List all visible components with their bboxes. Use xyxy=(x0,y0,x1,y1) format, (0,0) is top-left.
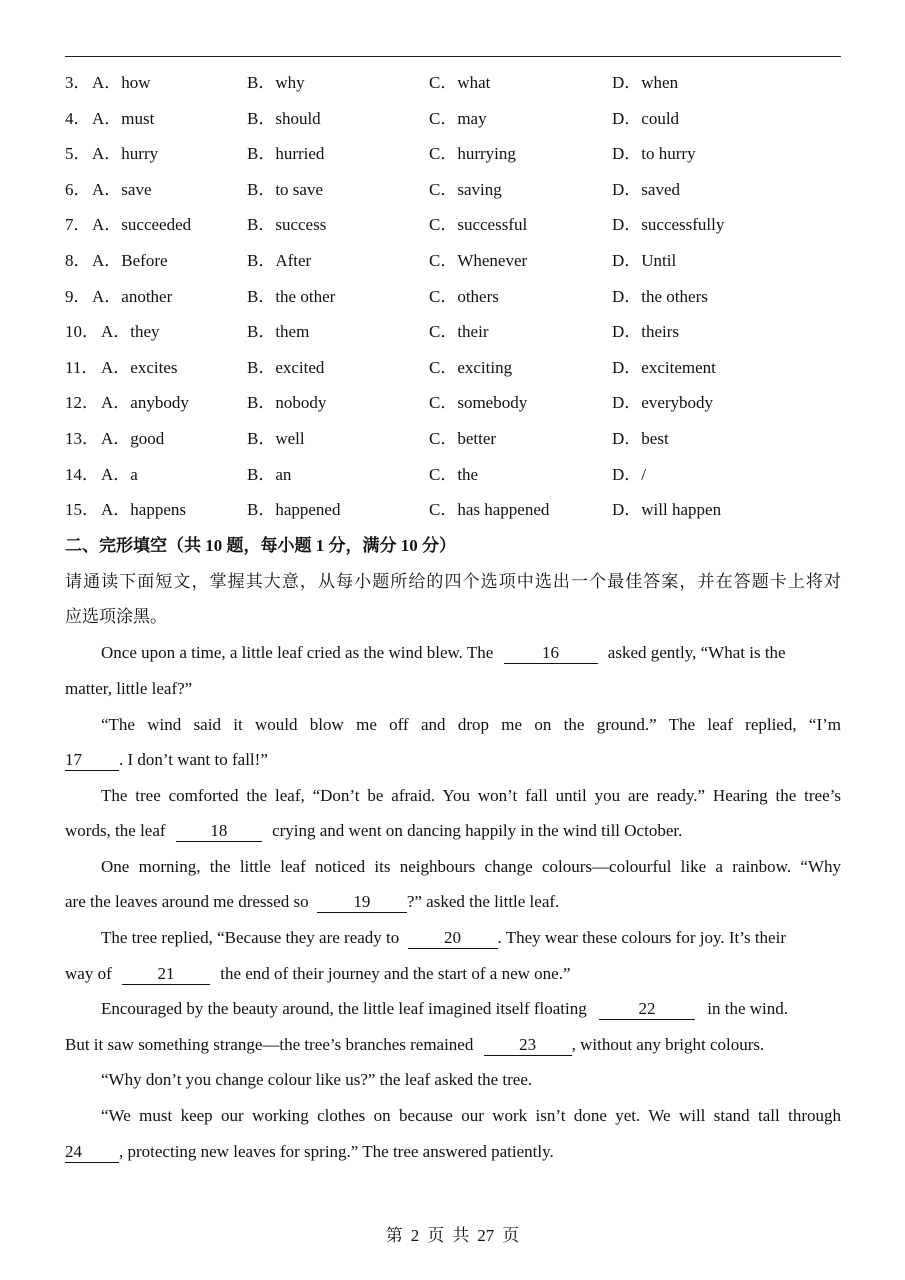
passage-text: asked gently, “What is the xyxy=(607,643,786,662)
question-number: 15． xyxy=(65,500,99,520)
passage-line: The tree comforted the leaf, “Don’t be afraid. You won’t fall until you are ready.” Hearing the tree’s xyxy=(101,786,841,805)
passage-text: in the wind. xyxy=(707,999,789,1018)
option-d: D．theirs xyxy=(612,322,680,342)
passage-line: matter, little leaf?” xyxy=(65,679,193,698)
blank-16: 16 xyxy=(504,643,598,664)
passage-text: Once upon a time, a little leaf cried as the wind blew. The xyxy=(101,643,494,662)
question-row xyxy=(65,463,845,487)
option-a: A．how xyxy=(92,73,151,92)
blank-20: 20 xyxy=(408,928,498,949)
passage-text: The tree replied, “Because they are ready to xyxy=(101,928,400,947)
passage-line xyxy=(65,962,841,986)
passage-text: crying and went on dancing happily in the wind till October. xyxy=(272,821,683,840)
question-row xyxy=(65,249,845,273)
question-row xyxy=(65,285,845,309)
option-c: C．better xyxy=(429,429,497,448)
header-rule xyxy=(65,56,841,57)
option-b: B．excited xyxy=(247,357,325,377)
option-c: C．successful xyxy=(429,215,528,235)
footer-text: 共 xyxy=(452,1226,470,1245)
passage-line xyxy=(65,926,841,950)
question-row xyxy=(65,71,845,95)
footer-text: 页 xyxy=(502,1226,520,1245)
option-d: D．could xyxy=(612,108,680,128)
option-b: B．well xyxy=(247,429,305,448)
question-row xyxy=(65,178,845,202)
option-c: C．has happened xyxy=(429,500,550,520)
option-c: C．hurrying xyxy=(429,144,516,164)
question-row xyxy=(65,498,845,522)
section-title: 二、完形填空（共 10 题，每小题 1 分，满分 10 分） xyxy=(65,536,456,555)
option-a: A．they xyxy=(101,322,160,342)
blank-17: 17 xyxy=(65,750,119,771)
passage-line xyxy=(65,890,841,914)
option-a: A．must xyxy=(92,108,155,128)
instruction-line-2: 应选项涂黑。 xyxy=(65,607,167,626)
option-c: C．others xyxy=(429,286,499,306)
option-c: C．somebody xyxy=(429,393,528,413)
passage-text: , protecting new leaves for spring.” The tree answered patiently. xyxy=(119,1142,554,1161)
option-d: D．to hurry xyxy=(612,144,696,164)
option-a: A．good xyxy=(101,429,165,448)
option-a: A．hurry xyxy=(92,144,159,164)
question-row xyxy=(65,320,845,344)
option-b: B．why xyxy=(247,73,305,92)
passage-text: ?” asked the little leaf. xyxy=(406,892,560,911)
question-row xyxy=(65,427,845,451)
option-b: B．hurried xyxy=(247,144,325,164)
passage-line xyxy=(65,997,841,1021)
footer-total-pages: 27 xyxy=(477,1226,495,1245)
option-d: D．will happen xyxy=(612,500,722,520)
blank-22: 22 xyxy=(599,999,695,1020)
passage-text: But it saw something strange—the tree’s branches remained xyxy=(65,1035,474,1054)
option-a: A．succeeded xyxy=(92,215,192,235)
option-c: C．what xyxy=(429,73,491,92)
passage-line: “The wind said it would blow me off and drop me on the ground.” The leaf replied, “I’m xyxy=(101,715,841,734)
question-number: 13． xyxy=(65,429,99,448)
option-d: D．saved xyxy=(612,179,680,199)
option-b: B．nobody xyxy=(247,393,327,413)
question-number: 4． xyxy=(65,108,91,128)
option-c: C．Whenever xyxy=(429,251,528,270)
option-b: B．the other xyxy=(247,286,336,306)
passage-text: words, the leaf xyxy=(65,821,166,840)
passage-line xyxy=(65,819,841,843)
option-d: D．the others xyxy=(612,286,708,306)
option-a: A．Before xyxy=(92,251,168,270)
question-number: 10． xyxy=(65,322,99,342)
question-row xyxy=(65,142,845,166)
blank-21: 21 xyxy=(122,964,210,985)
question-number: 6． xyxy=(65,179,91,199)
passage-line: “Why don’t you change colour like us?” the leaf asked the tree. xyxy=(101,1070,533,1089)
question-row xyxy=(65,107,845,131)
footer-page-number: 2 xyxy=(410,1226,420,1245)
option-d: D．excitement xyxy=(612,357,716,377)
question-number: 12． xyxy=(65,393,99,413)
passage-text: . They wear these colours for joy. It’s their xyxy=(497,928,786,947)
question-number: 7． xyxy=(65,215,91,235)
passage-line xyxy=(65,1140,841,1164)
passage-line xyxy=(65,641,841,665)
question-row xyxy=(65,213,845,237)
option-a: A．anybody xyxy=(101,393,189,413)
option-b: B．should xyxy=(247,108,321,128)
question-number: 5． xyxy=(65,144,91,164)
passage-text: Encouraged by the beauty around, the little leaf imagined itself floating xyxy=(101,999,587,1018)
question-number: 11． xyxy=(65,357,99,377)
option-a: A．a xyxy=(101,464,138,484)
passage-line: “We must keep our working clothes on because our work isn’t done yet. We will stand tall through xyxy=(101,1106,841,1125)
option-c: C．their xyxy=(429,322,489,342)
instruction-line-1: 请通读下面短文，掌握其大意，从每小题所给的四个选项中选出一个最佳答案，并在答题卡上将对 xyxy=(65,572,841,591)
passage-line xyxy=(65,1033,841,1057)
passage-text: the end of their journey and the start of a new one.” xyxy=(220,964,571,983)
blank-23: 23 xyxy=(484,1035,572,1056)
blank-19: 19 xyxy=(317,892,407,913)
question-row xyxy=(65,391,845,415)
passage-text: way of xyxy=(65,964,112,983)
option-b: B．to save xyxy=(247,179,324,199)
option-a: A．save xyxy=(92,179,152,199)
option-c: C．saving xyxy=(429,179,502,199)
option-b: B．happened xyxy=(247,500,341,520)
option-a: A．happens xyxy=(101,500,186,520)
question-number: 8． xyxy=(65,251,91,270)
option-d: D．when xyxy=(612,73,679,92)
passage-line: One morning, the little leaf noticed its neighbours change colours—colourful like a rainbow. “Why xyxy=(101,857,841,876)
option-c: C．may xyxy=(429,108,487,128)
passage-text: , without any bright colours. xyxy=(571,1035,765,1054)
option-b: B．an xyxy=(247,464,292,484)
passage-text: are the leaves around me dressed so xyxy=(65,892,309,911)
option-d: D．best xyxy=(612,429,669,448)
option-a: A．another xyxy=(92,286,173,306)
footer-text: 第 xyxy=(385,1226,403,1245)
option-d: D．Until xyxy=(612,251,677,270)
footer-text: 页 xyxy=(427,1226,445,1245)
question-row xyxy=(65,356,845,380)
option-b: B．them xyxy=(247,322,310,342)
option-c: C．exciting xyxy=(429,357,513,377)
question-number: 3． xyxy=(65,73,91,92)
option-c: C．the xyxy=(429,464,479,484)
option-a: A．excites xyxy=(101,357,178,377)
question-number: 14． xyxy=(65,464,99,484)
blank-24: 24 xyxy=(65,1142,119,1163)
option-b: B．After xyxy=(247,251,312,270)
page-footer xyxy=(0,1224,905,1248)
option-d: D．successfully xyxy=(612,215,725,235)
question-number: 9． xyxy=(65,286,91,306)
blank-18: 18 xyxy=(176,821,262,842)
passage-text: . I don’t want to fall!” xyxy=(119,750,268,769)
passage-line xyxy=(65,748,841,772)
option-d: D．/ xyxy=(612,464,646,484)
option-b: B．success xyxy=(247,215,327,235)
option-d: D．everybody xyxy=(612,393,714,413)
